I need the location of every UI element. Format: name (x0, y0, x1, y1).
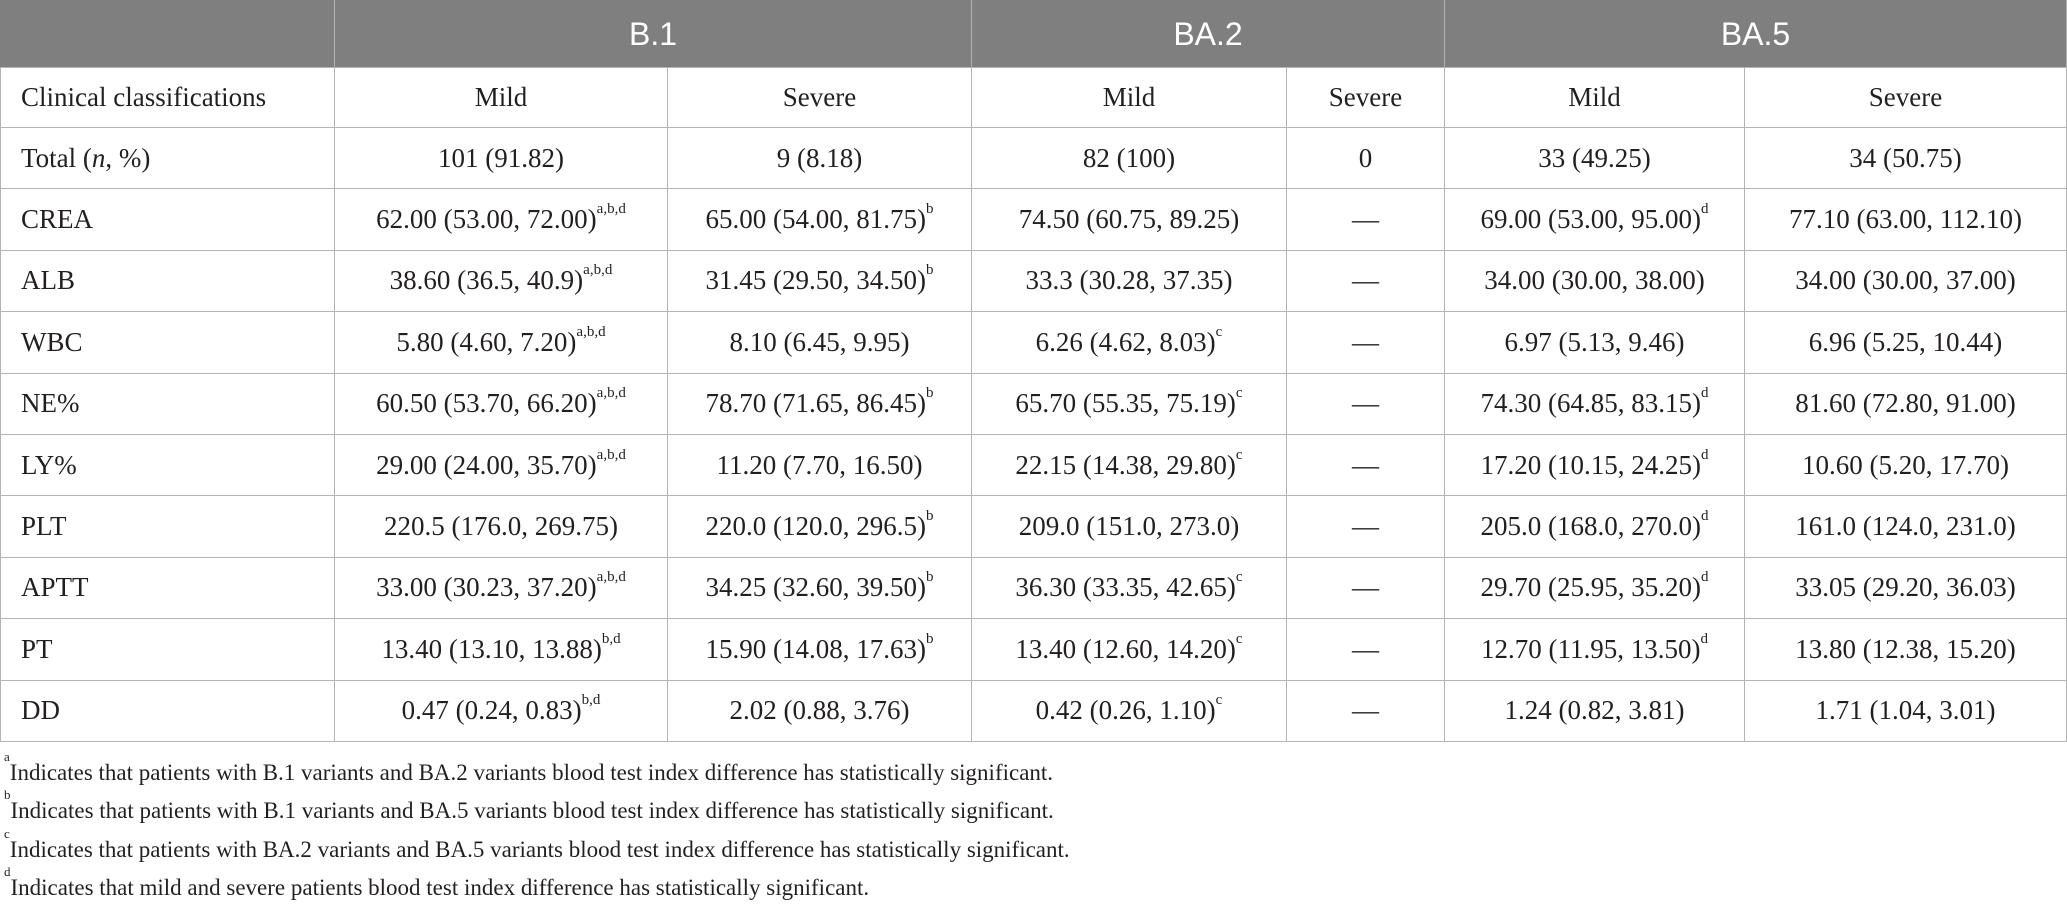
column-header-ba5-mild: Mild (1445, 68, 1745, 128)
cell-value: 6.26 (4.62, 8.03) (1035, 326, 1216, 357)
cell-value: 0.42 (0.26, 1.10) (1035, 695, 1216, 726)
total-ba2-mild: 82 (100) (972, 128, 1287, 189)
cell-value: 34.00 (30.00, 37.00) (1795, 265, 2016, 296)
significance-superscript: c (1235, 569, 1243, 586)
cell-ba5-mild (1445, 189, 1745, 250)
cell-value: 33.3 (30.28, 37.35) (1025, 265, 1233, 296)
footnote-a (4, 748, 2067, 793)
cell-ba2-severe (1287, 189, 1445, 250)
row-label: APTT (1, 557, 335, 618)
cell-ba5-mild (1445, 680, 1745, 741)
cell-value: 5.80 (4.60, 7.20) (396, 326, 577, 357)
column-header-row (1, 68, 2067, 128)
footnote-c (4, 825, 2067, 870)
cell-value: 0.47 (0.24, 0.83) (401, 695, 582, 726)
cell-ba5-mild (1445, 557, 1745, 618)
significance-superscript: d (1700, 508, 1709, 525)
cell-ba2-severe (1287, 373, 1445, 434)
cell-b1-mild (335, 373, 668, 434)
row-label: WBC (1, 312, 335, 373)
cell-value: 78.70 (71.65, 86.45) (705, 388, 926, 419)
cell-b1-mild (335, 619, 668, 680)
cell-value: 74.30 (64.85, 83.15) (1480, 388, 1701, 419)
cell-value: 13.40 (12.60, 14.20) (1015, 633, 1236, 664)
cell-ba2-mild (972, 557, 1287, 618)
cell-value: 6.97 (5.13, 9.46) (1504, 326, 1685, 357)
cell-ba5-mild (1445, 250, 1745, 311)
cell-ba5-mild (1445, 434, 1745, 495)
cell-value: — (1352, 388, 1379, 419)
footnote-text: Indicates that patients with B.1 variants and BA.2 variants blood test index difference has statistically significant. (9, 759, 1054, 785)
row-label: PLT (1, 496, 335, 557)
significance-superscript: b (925, 385, 934, 402)
cell-b1-severe (668, 557, 972, 618)
column-header-ba2-severe: Severe (1287, 68, 1445, 128)
significance-superscript: a,b,d (596, 201, 626, 218)
cell-b1-mild (335, 557, 668, 618)
row-label: ALB (1, 250, 335, 311)
cell-value: — (1352, 265, 1379, 296)
cell-value: — (1352, 572, 1379, 603)
cell-ba5-mild (1445, 496, 1745, 557)
cell-value: 81.60 (72.80, 91.00) (1795, 388, 2016, 419)
footnote-text: Indicates that patients with BA.2 variants and BA.5 variants blood test index difference has statistically significant. (9, 836, 1070, 862)
cell-ba2-severe (1287, 312, 1445, 373)
cell-value: 2.02 (0.88, 3.76) (729, 695, 910, 726)
cell-ba2-mild (972, 312, 1287, 373)
cell-value: — (1352, 633, 1379, 664)
cell-value: 205.0 (168.0, 270.0) (1480, 511, 1701, 542)
cell-b1-mild (335, 434, 668, 495)
footnote-b (4, 787, 2067, 831)
significance-superscript: a,b,d (583, 262, 613, 279)
cell-value: 65.70 (55.35, 75.19) (1015, 388, 1236, 419)
group-header-b1: B.1 (335, 1, 972, 68)
cell-value: 62.00 (53.00, 72.00) (376, 204, 597, 235)
cell-value: — (1352, 449, 1379, 480)
column-header-ba2-mild: Mild (972, 68, 1287, 128)
significance-superscript: c (1235, 446, 1243, 463)
significance-superscript: d (1700, 630, 1708, 647)
footnotes (0, 748, 2067, 908)
cell-value: 74.50 (60.75, 89.25) (1018, 204, 1240, 235)
cell-value: — (1352, 326, 1379, 357)
cell-ba5-mild (1445, 619, 1745, 680)
cell-ba5-severe (1745, 557, 2067, 618)
table-row (1, 557, 2067, 618)
table-row (1, 619, 2067, 680)
cell-value: 17.20 (10.15, 24.25) (1480, 449, 1701, 480)
cell-value: 22.15 (14.38, 29.80) (1015, 449, 1236, 480)
cell-value: — (1352, 695, 1379, 726)
significance-superscript: b (925, 201, 934, 218)
cell-value: 15.90 (14.08, 17.63) (705, 633, 926, 664)
row-label: LY% (1, 434, 335, 495)
header-corner (1, 1, 335, 68)
significance-superscript: b (925, 630, 934, 647)
table-row (1, 496, 2067, 557)
significance-superscript: d (1700, 385, 1709, 402)
cell-ba5-severe (1745, 189, 2067, 250)
cell-value: 31.45 (29.50, 34.50) (705, 265, 926, 296)
significance-superscript: d (1700, 569, 1709, 586)
cell-ba5-severe (1745, 373, 2067, 434)
significance-superscript: d (1700, 201, 1709, 218)
cell-ba5-mild (1445, 312, 1745, 373)
cell-ba5-severe (1745, 496, 2067, 557)
cell-ba2-mild (972, 189, 1287, 250)
cell-value: 8.10 (6.45, 9.95) (729, 326, 910, 357)
cell-value: 29.70 (25.95, 35.20) (1480, 572, 1701, 603)
footnote-d (4, 864, 2067, 908)
footnote-mark: a (4, 748, 10, 764)
cell-b1-mild (335, 680, 668, 741)
significance-superscript: a,b,d (576, 323, 606, 340)
cell-ba5-severe (1745, 680, 2067, 741)
footnote-mark: d (4, 864, 11, 880)
column-header-b1-severe: Severe (668, 68, 972, 128)
cell-b1-severe (668, 496, 972, 557)
significance-superscript: b (925, 569, 934, 586)
cell-ba2-mild (972, 680, 1287, 741)
cell-value: 65.00 (54.00, 81.75) (705, 204, 926, 235)
significance-superscript: c (1235, 630, 1243, 647)
cell-value: 34.25 (32.60, 39.50) (705, 572, 926, 603)
cell-value: 10.60 (5.20, 17.70) (1802, 449, 2009, 480)
total-ba5-mild: 33 (49.25) (1445, 128, 1745, 189)
cell-ba2-mild (972, 619, 1287, 680)
significance-superscript: b,d (601, 630, 621, 647)
cell-ba2-severe (1287, 496, 1445, 557)
significance-superscript: c (1215, 692, 1223, 709)
cell-value: 13.80 (12.38, 15.20) (1795, 633, 2016, 664)
column-header-classification: Clinical classifications (1, 68, 335, 128)
total-b1-mild: 101 (91.82) (335, 128, 668, 189)
cell-ba2-severe (1287, 619, 1445, 680)
cell-b1-severe (668, 373, 972, 434)
cell-value: 1.71 (1.04, 3.01) (1815, 695, 1996, 726)
cell-value: 38.60 (36.5, 40.9) (389, 265, 584, 296)
cell-value: 209.0 (151.0, 273.0) (1018, 511, 1240, 542)
significance-superscript: b,d (581, 692, 601, 709)
row-label: PT (1, 619, 335, 680)
cell-value: 29.00 (24.00, 35.70) (376, 449, 597, 480)
cell-value: 11.20 (7.70, 16.50) (716, 449, 923, 480)
significance-superscript: c (1215, 323, 1223, 340)
variant-header-row (1, 1, 2067, 68)
table-row (1, 434, 2067, 495)
significance-superscript: d (1700, 446, 1709, 463)
cell-ba2-severe (1287, 434, 1445, 495)
row-label: DD (1, 680, 335, 741)
cell-value: 161.0 (124.0, 231.0) (1795, 511, 2016, 542)
cell-value: 1.24 (0.82, 3.81) (1504, 695, 1685, 726)
total-row (1, 128, 2067, 189)
table-row (1, 373, 2067, 434)
significance-superscript: a,b,d (596, 446, 626, 463)
cell-ba5-severe (1745, 250, 2067, 311)
cell-value: — (1352, 511, 1379, 542)
cell-ba5-mild (1445, 373, 1745, 434)
footnote-mark: c (4, 825, 10, 841)
cell-ba5-severe (1745, 434, 2067, 495)
significance-superscript: b (925, 508, 934, 525)
cell-ba2-mild (972, 496, 1287, 557)
row-label: CREA (1, 189, 335, 250)
significance-superscript: a,b,d (596, 569, 626, 586)
table-row (1, 312, 2067, 373)
cell-b1-severe (668, 250, 972, 311)
cell-b1-severe (668, 312, 972, 373)
cell-value: 33.05 (29.20, 36.03) (1795, 572, 2016, 603)
cell-ba2-severe (1287, 250, 1445, 311)
total-b1-severe: 9 (8.18) (668, 128, 972, 189)
cell-ba5-severe (1745, 312, 2067, 373)
significance-superscript: b (925, 262, 934, 279)
cell-ba2-mild (972, 434, 1287, 495)
total-ba5-severe: 34 (50.75) (1745, 128, 2067, 189)
cell-ba5-severe (1745, 619, 2067, 680)
group-header-ba5: BA.5 (1445, 1, 2067, 68)
cell-b1-severe (668, 189, 972, 250)
cell-value: 36.30 (33.35, 42.65) (1015, 572, 1236, 603)
cell-value: 220.0 (120.0, 296.5) (705, 511, 926, 542)
table-row (1, 680, 2067, 741)
cell-value: — (1352, 204, 1379, 235)
cell-ba2-mild (972, 373, 1287, 434)
cell-ba2-mild (972, 250, 1287, 311)
table-row (1, 250, 2067, 311)
cell-b1-mild (335, 496, 668, 557)
footnote-text: Indicates that patients with B.1 variants and BA.5 variants blood test index difference has statistically significant. (10, 798, 1054, 824)
cell-value: 34.00 (30.00, 38.00) (1484, 265, 1705, 296)
cell-ba2-severe (1287, 557, 1445, 618)
cell-b1-mild (335, 312, 668, 373)
group-header-ba2: BA.2 (972, 1, 1445, 68)
footnote-mark: b (4, 787, 11, 803)
significance-superscript: a,b,d (596, 385, 626, 402)
cell-b1-mild (335, 250, 668, 311)
cell-value: 6.96 (5.25, 10.44) (1808, 326, 2003, 357)
cell-value: 12.70 (11.95, 13.50) (1481, 633, 1701, 664)
significance-superscript: c (1235, 385, 1243, 402)
cell-value: 69.00 (53.00, 95.00) (1480, 204, 1701, 235)
footnote-text: Indicates that mild and severe patients blood test index difference has statistically significant. (10, 875, 870, 901)
cell-value: 13.40 (13.10, 13.88) (381, 633, 602, 664)
cell-b1-severe (668, 434, 972, 495)
cell-b1-severe (668, 619, 972, 680)
cell-value: 60.50 (53.70, 66.20) (376, 388, 597, 419)
cell-ba2-severe (1287, 680, 1445, 741)
row-label: NE% (1, 373, 335, 434)
cell-b1-severe (668, 680, 972, 741)
column-header-b1-mild: Mild (335, 68, 668, 128)
total-row-label: Total (n, %) (1, 128, 335, 189)
column-header-ba5-severe: Severe (1745, 68, 2067, 128)
total-ba2-severe: 0 (1287, 128, 1445, 189)
table-row (1, 189, 2067, 250)
cell-value: 220.5 (176.0, 269.75) (384, 511, 618, 542)
cell-value: 77.10 (63.00, 112.10) (1789, 204, 2022, 235)
cell-value: 33.00 (30.23, 37.20) (376, 572, 597, 603)
cell-b1-mild (335, 189, 668, 250)
